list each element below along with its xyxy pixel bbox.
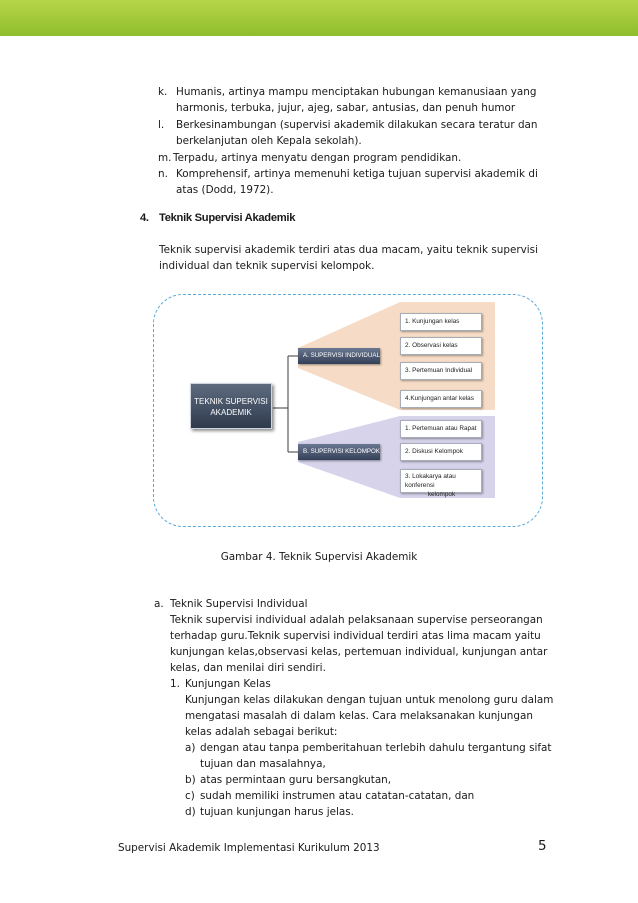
section-title: Teknik Supervisi Akademik <box>159 212 296 224</box>
figure-caption: Gambar 4. Teknik Supervisi Akademik <box>220 551 418 563</box>
branch-b-box: B. SUPERVISI KELOMPOK <box>298 444 380 460</box>
point-c-line1: sudah memiliki instrumen atau catatan-catatan, dan <box>200 790 475 802</box>
leaf-b1: 1. Pertemuan atau Rapat <box>400 420 482 438</box>
point-a-line2: tujuan dan masalahnya, <box>200 758 326 770</box>
section-a-title: Teknik Supervisi Individual <box>170 598 308 610</box>
leaf-b3-line1: 3. Lokakarya atau konferensi <box>405 473 456 489</box>
root-line2: AKADEMIK <box>210 408 252 417</box>
list-marker-l: l. <box>158 119 165 131</box>
sub1-title: Kunjungan Kelas <box>185 678 271 690</box>
section-a-para-line4: kelas, dan menilai diri sendiri. <box>170 662 326 674</box>
point-d-marker: d) <box>185 806 196 818</box>
sub1-marker: 1. <box>170 678 180 690</box>
header-bar <box>0 0 638 36</box>
leaf-b3 <box>400 469 482 498</box>
leaf-a1: 1. Kunjungan kelas <box>400 313 482 331</box>
diagram-root-box <box>190 383 272 429</box>
section-a-para-line2: terhadap guru.Teknik supervisi individual terdiri atas lima macam yaitu <box>170 630 541 642</box>
list-marker-m: m. <box>158 152 172 164</box>
list-marker-k: k. <box>158 86 168 98</box>
leaf-b2: 2. Diskusi Kelompok <box>400 443 482 461</box>
sub1-line3: kelas adalah sebagai berikut: <box>185 726 338 738</box>
section-a-para-line3: kunjungan kelas,observasi kelas, pertemuan individual, kunjungan antar <box>170 646 548 658</box>
point-c-marker: c) <box>185 790 195 802</box>
list-marker-n: n. <box>158 168 168 180</box>
leaf-b3-line2: kelompok <box>427 491 456 498</box>
list-item-m-line1: Terpadu, artinya menyatu dengan program pendidikan. <box>173 152 462 164</box>
list-item-l-line1: Berkesinambungan (supervisi akademik dilakukan secara teratur dan <box>176 119 538 131</box>
leaf-a4: 4.Kunjungan antar kelas <box>400 390 482 408</box>
branch-a-box: A. SUPERVISI INDIVIDUAL <box>298 348 380 364</box>
section-a-marker: a. <box>154 598 164 610</box>
point-d-line1: tujuan kunjungan harus jelas. <box>200 806 354 818</box>
sub1-line2: mengatasi masalah di dalam kelas. Cara melaksanakan kunjungan <box>185 710 533 722</box>
root-line1: TEKNIK SUPERVISI <box>194 397 268 406</box>
sub1-line1: Kunjungan kelas dilakukan dengan tujuan untuk menolong guru dalam <box>185 694 554 706</box>
leaf-a2: 2. Observasi kelas <box>400 337 482 355</box>
section-a-para-line1: Teknik supervisi individual adalah pelaksanaan supervise perseorangan <box>170 614 543 626</box>
list-item-k-line2: harmonis, terbuka, jujur, ajeg, sabar, antusias, dan penuh humor <box>176 102 516 114</box>
leaf-a3: 3. Pertemuan Individual <box>400 362 482 380</box>
page-number: 5 <box>538 838 547 854</box>
section-intro-line2: individual dan teknik supervisi kelompok. <box>159 260 375 272</box>
point-a-line1: dengan atau tanpa pemberitahuan terlebih dahulu tergantung sifat <box>200 742 552 754</box>
footer-text: Supervisi Akademik Implementasi Kurikulum 2013 <box>118 842 380 854</box>
point-b-marker: b) <box>185 774 196 786</box>
list-item-k-line1: Humanis, artinya mampu menciptakan hubungan kemanusiaan yang <box>176 86 537 98</box>
point-b-line1: atas permintaan guru bersangkutan, <box>200 774 392 786</box>
section-number: 4. <box>140 212 149 224</box>
list-item-n-line2: atas (Dodd, 1972). <box>176 184 274 196</box>
list-item-l-line2: berkelanjutan oleh Kepala sekolah). <box>176 135 362 147</box>
section-intro-line1: Teknik supervisi akademik terdiri atas dua macam, yaitu teknik supervisi <box>159 244 538 256</box>
point-a-marker: a) <box>185 742 196 754</box>
list-item-n-line1: Komprehensif, artinya memenuhi ketiga tujuan supervisi akademik di <box>176 168 538 180</box>
